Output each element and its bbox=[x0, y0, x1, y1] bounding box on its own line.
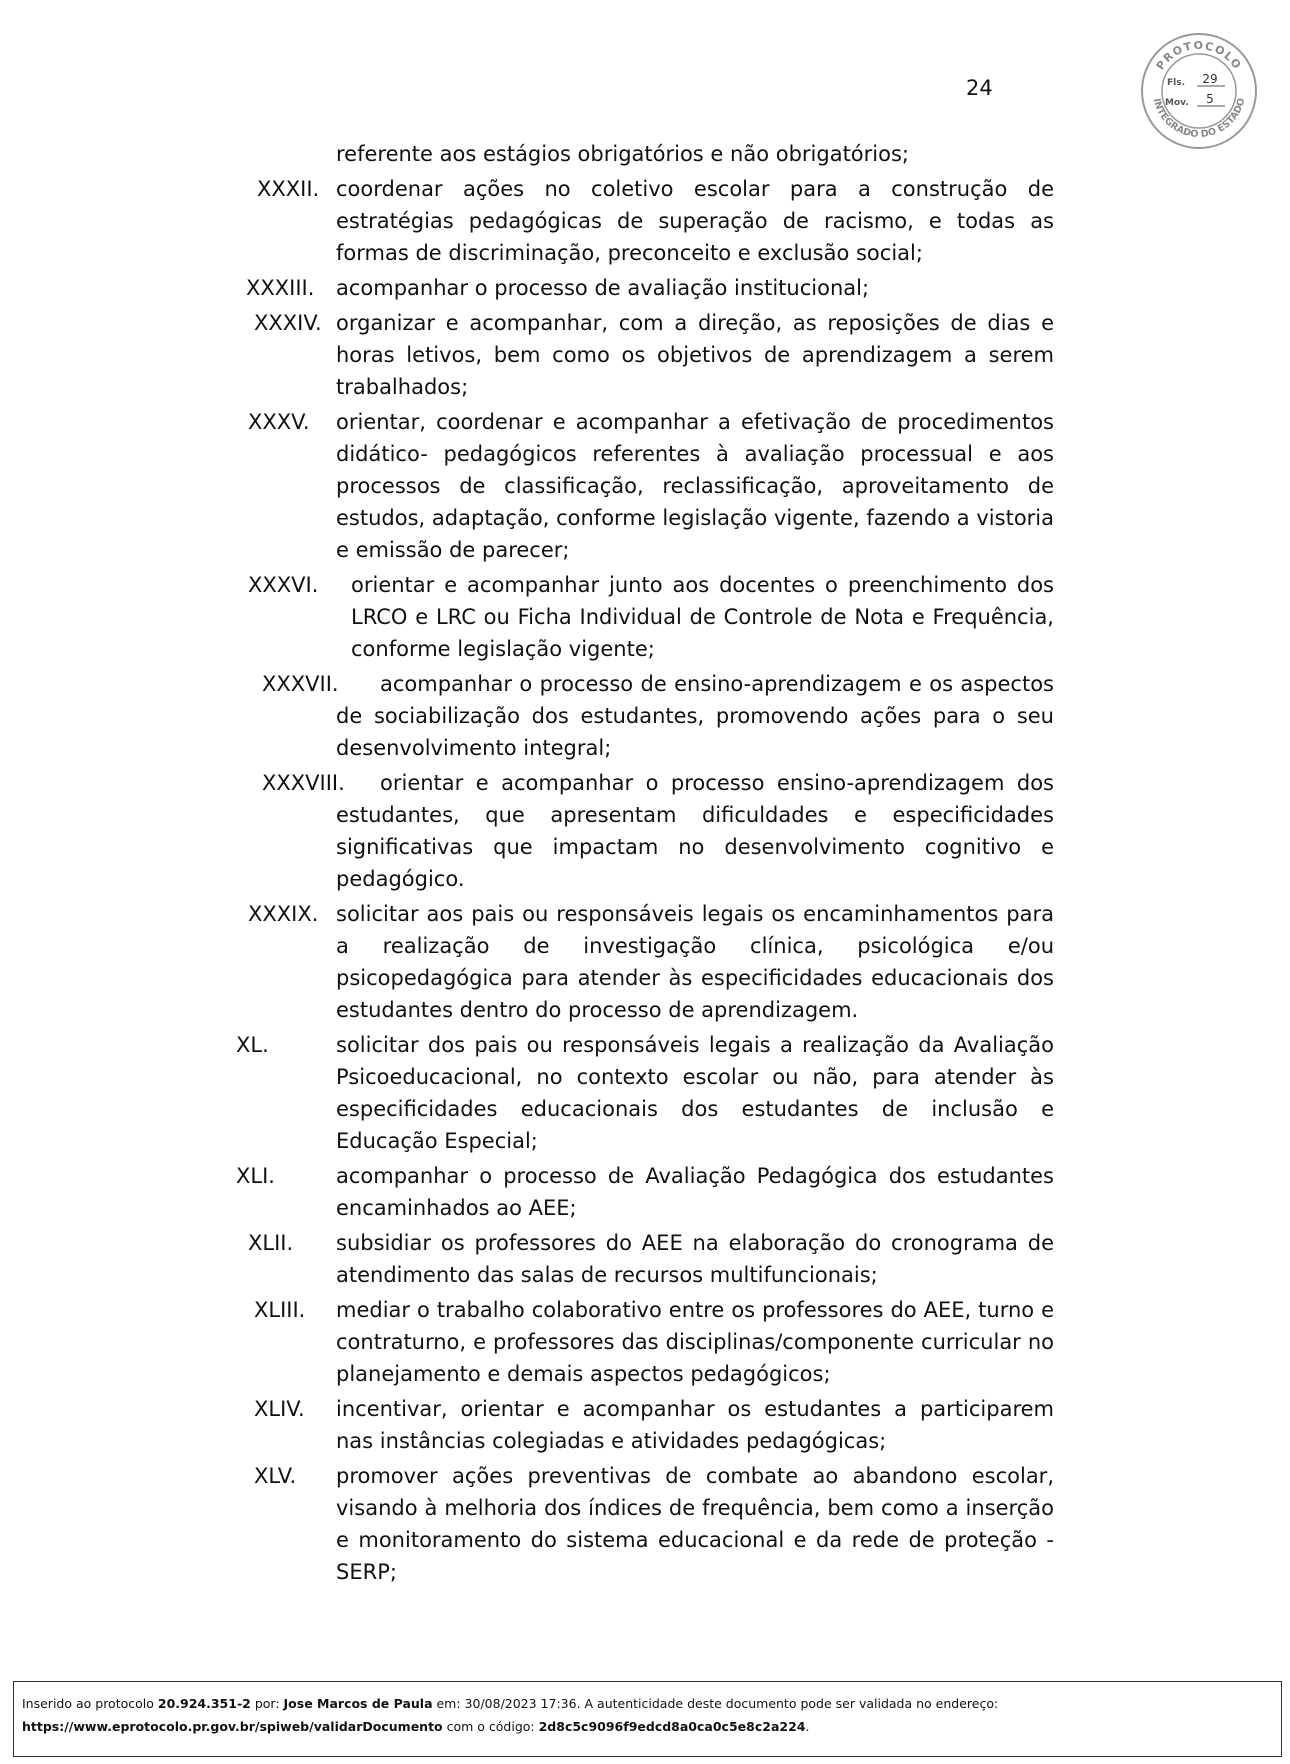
list-item bbox=[0, 767, 1290, 895]
item-numeral: XL. bbox=[236, 1033, 269, 1057]
footer-validation-code: 2d8c5c9096f9edcd8a0ca0c5e8c2a224 bbox=[538, 1719, 806, 1734]
stamp-fls-label: Fls. bbox=[1167, 78, 1186, 88]
footer-line-2 bbox=[22, 1715, 1273, 1738]
item-numeral: XLIII. bbox=[254, 1298, 306, 1322]
item-numeral: XLV. bbox=[254, 1464, 297, 1488]
item-numeral: XXXV. bbox=[248, 410, 310, 434]
item-numeral: XXXIII. bbox=[246, 276, 315, 300]
list-item bbox=[0, 1029, 1290, 1157]
footer-prefix: Inserido ao protocolo bbox=[22, 1696, 158, 1711]
item-text: acompanhar o processo de Avaliação Pedagógica dos estudantes encaminhados ao AEE; bbox=[336, 1164, 1054, 1220]
stamp-mov-label: Mov. bbox=[1165, 98, 1189, 108]
item-numeral: XXXVI. bbox=[248, 573, 319, 597]
authenticity-footer bbox=[13, 1681, 1282, 1757]
list-item bbox=[0, 1393, 1290, 1457]
item-text: promover ações preventivas de combate ao abandono escolar, visando à melhoria dos índices de frequência, bem como a inserção e monitoramento do sistema educacional e da rede de proteção - SERP; bbox=[336, 1464, 1054, 1584]
item-text: incentivar, orientar e acompanhar os estudantes a participarem nas instâncias colegiadas e atividades pedagógicas; bbox=[336, 1397, 1054, 1453]
footer-protocol-number: 20.924.351-2 bbox=[157, 1696, 251, 1711]
stamp-mov-value: 5 bbox=[1206, 92, 1214, 106]
list-item bbox=[0, 668, 1290, 764]
item-numeral: XLII. bbox=[248, 1231, 294, 1255]
item-text: coordenar ações no coletivo escolar para a construção de estratégias pedagógicas de superação de racismo, e todas as formas de discriminação, preconceito e exclusão social; bbox=[336, 177, 1054, 265]
list-item bbox=[0, 1160, 1290, 1224]
item-numeral: XXXII. bbox=[257, 177, 320, 201]
item-numeral: XLI. bbox=[236, 1164, 275, 1188]
stamp-top-text: PROTOCOLO bbox=[1153, 39, 1245, 73]
list-item bbox=[0, 569, 1290, 665]
list-item bbox=[0, 1227, 1290, 1291]
list-item bbox=[0, 173, 1290, 269]
item-text: organizar e acompanhar, com a direção, as reposições de dias e horas letivos, bem como os objetivos de aprendizagem a serem trabalhados; bbox=[336, 311, 1054, 399]
list-item bbox=[0, 406, 1290, 566]
item-text: referente aos estágios obrigatórios e não obrigatórios; bbox=[336, 142, 909, 166]
item-numeral: XLIV. bbox=[254, 1397, 305, 1421]
item-text: orientar, coordenar e acompanhar a efetivação de procedimentos didático- pedagógicos referentes à avaliação processual e aos processos de classificação, reclassificação, aproveitamento de estudos, adaptação, conforme legislação vigente, fazendo a vistoria e emissão de parecer; bbox=[336, 410, 1054, 562]
page-number: 24 bbox=[966, 76, 993, 100]
stamp-fls-value: 29 bbox=[1202, 72, 1218, 86]
item-text: solicitar dos pais ou responsáveis legais a realização da Avaliação Psicoeducacional, no contexto escolar ou não, para atender às especificidades educacionais dos estudantes de inclusão e Educação Especial; bbox=[336, 1033, 1054, 1153]
list-item bbox=[0, 1294, 1290, 1390]
item-text: solicitar aos pais ou responsáveis legais os encaminhamentos para a realização de investigação clínica, psicológica e/ou psicopedagógica para atender às especificidades educacionais dos estudantes dentro do processo de aprendizagem. bbox=[336, 902, 1054, 1022]
list-item bbox=[0, 307, 1290, 403]
list-item bbox=[0, 272, 1290, 304]
item-text: mediar o trabalho colaborativo entre os professores do AEE, turno e contraturno, e professores das disciplinas/componente curricular no planejamento e demais aspectos pedagógicos; bbox=[336, 1298, 1054, 1386]
list-item bbox=[0, 898, 1290, 1026]
item-numeral: XXXVIII. bbox=[262, 771, 345, 795]
item-numeral: XXXVII. bbox=[262, 672, 339, 696]
item-text: acompanhar o processo de avaliação institucional; bbox=[336, 276, 870, 300]
protocol-stamp bbox=[1139, 31, 1259, 151]
item-numeral: XXXIV. bbox=[254, 311, 322, 335]
footer-suffix: . bbox=[805, 1719, 810, 1734]
footer-line-1 bbox=[22, 1692, 1273, 1715]
item-text: orientar e acompanhar junto aos docentes o preenchimento dos LRCO e LRC ou Ficha Individual de Controle de Nota e Frequência, conforme legislação vigente; bbox=[351, 573, 1054, 661]
item-numeral: XXXIX. bbox=[248, 902, 319, 926]
footer-code-label: com o código: bbox=[442, 1719, 539, 1734]
list-item bbox=[0, 138, 1290, 170]
item-text: subsidiar os professores do AEE na elaboração do cronograma de atendimento das salas de recursos multifuncionais; bbox=[336, 1231, 1054, 1287]
article-list bbox=[0, 138, 1290, 1591]
item-text: orientar e acompanhar o processo ensino-aprendizagem dos estudantes, que apresentam dificuldades e especificidades significativas que impactam no desenvolvimento cognitivo e pedagógico. bbox=[336, 771, 1054, 891]
footer-validation-url[interactable]: https://www.eprotocolo.pr.gov.br/spiweb/validarDocumento bbox=[22, 1719, 443, 1734]
footer-author: Jose Marcos de Paula bbox=[283, 1696, 433, 1711]
footer-date-text: em: 30/08/2023 17:36. A autenticidade deste documento pode ser validada no endereço: bbox=[432, 1696, 999, 1711]
item-text: acompanhar o processo de ensino-aprendizagem e os aspectos de sociabilização dos estudantes, promovendo ações para o seu desenvolvimento integral; bbox=[336, 672, 1054, 760]
list-item bbox=[0, 1460, 1290, 1588]
stamp-bottom-text: INTEGRADO DO ESTADO bbox=[1150, 97, 1248, 141]
footer-by: por: bbox=[250, 1696, 284, 1711]
